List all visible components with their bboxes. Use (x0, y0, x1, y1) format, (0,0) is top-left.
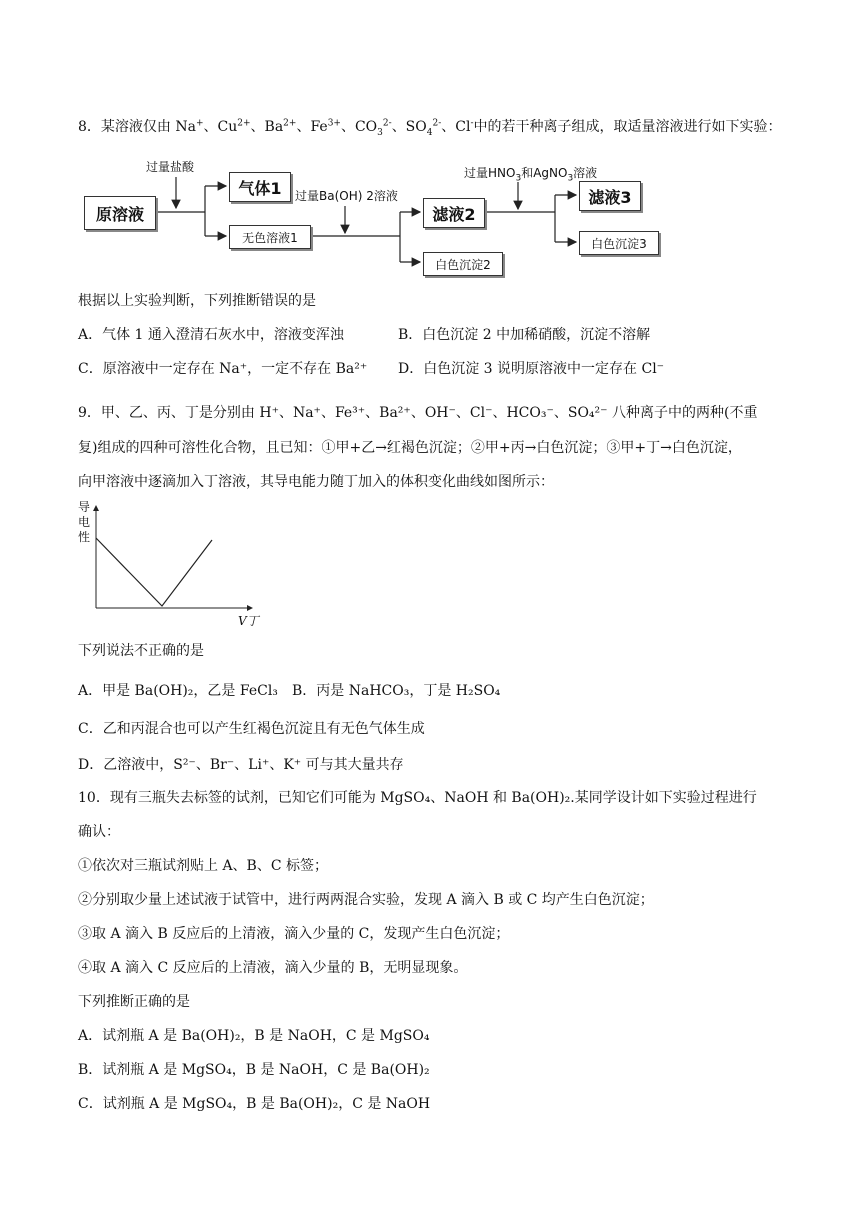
q10-option-b: B．试剂瓶 A 是 MgSO₄，B 是 NaOH，C 是 Ba(OH)₂ (78, 1062, 430, 1078)
q8-option-b: B．白色沉淀 2 中加稀硝酸，沉淀不溶解 (398, 327, 651, 343)
q10-step-3: ③取 A 滴入 B 反应后的上清液，滴入少量的 C，发现产生白色沉淀； (78, 926, 510, 942)
flow-white-precipitate-2: 白色沉淀2 (423, 252, 503, 276)
q10-stem-line-2: 确认： (78, 824, 120, 840)
q9-stem-line-2: 复)组成的四种可溶性化合物，且已知：①甲+乙→红褐色沉淀；②甲+丙→白色沉淀；③甲+丁→白色沉淀， (78, 440, 742, 456)
q9-option-d: D．乙溶液中，S²⁻、Br⁻、Li⁺、K⁺ 可与其大量共存 (78, 757, 404, 773)
q8-prompt: 根据以上实验判断，下列推断错误的是 (78, 293, 316, 309)
graph-y-label: 导电性 (78, 500, 91, 544)
q10-step-1: ①依次对三瓶试剂贴上 A、B、C 标签； (78, 858, 329, 874)
flow-colorless-solution-1: 无色溶液1 (229, 225, 311, 249)
q9-option-b: B．丙是 NaHCO₃，丁是 H₂SO₄ (292, 683, 501, 699)
flow-reagent-3: 过量$HNO_3$和AgNO$_3$溶液 (464, 166, 598, 184)
flow-filtrate-2: 滤液2 (423, 198, 485, 228)
q10-stem-line-1: 10．现有三瓶失去标签的试剂，已知它们可能为 MgSO₄、NaOH 和 Ba(OH)₂.某同学设计如下实验过程进行 (78, 790, 757, 806)
graph-x-label: V丁 (238, 614, 259, 628)
flow-white-precipitate-3: 白色沉淀3 (579, 231, 659, 255)
q9-prompt: 下列说法不正确的是 (78, 643, 204, 659)
q8-option-c: C．原溶液中一定存在 Na⁺，一定不存在 Ba²⁺ (78, 361, 368, 377)
flow-gas-1: 气体1 (229, 172, 291, 202)
q10-option-c: C．试剂瓶 A 是 MgSO₄，B 是 Ba(OH)₂，C 是 NaOH (78, 1096, 431, 1112)
flow-filtrate-3: 滤液3 (579, 181, 641, 211)
conductivity-curve (96, 538, 212, 606)
flow-reagent-1: 过量盐酸 (146, 160, 195, 174)
q8-stem: 8．某溶液仅由 Na+、$Cu^{2+}$、$Ba^{2+}$、$Fe^{3+}$、$CO_3^{2-}$、$SO_4^{2-}$、Cl-中的若干种离子组成，取适量溶液进行如下实验： (78, 118, 782, 138)
q8-option-d: D．白色沉淀 3 说明原溶液中一定存在 Cl⁻ (398, 361, 665, 377)
q10-option-a: A．试剂瓶 A 是 Ba(OH)₂，B 是 NaOH，C 是 MgSO₄ (78, 1028, 430, 1044)
q10-step-4: ④取 A 滴入 C 反应后的上清液，滴入少量的 B，无明显现象。 (78, 960, 468, 976)
q9-option-a: A．甲是 Ba(OH)₂，乙是 FeCl₃ (78, 683, 278, 699)
q9-stem-line-1: 9．甲、乙、丙、丁是分别由 H⁺、Na⁺、Fe³⁺、Ba²⁺、OH⁻、Cl⁻、HCO₃⁻、SO₄²⁻ 八种离子中的两种(不重 (78, 405, 758, 421)
conductivity-graph (70, 500, 270, 630)
q10-step-2: ②分别取少量上述试液于试管中，进行两两混合实验，发现 A 滴入 B 或 C 均产生白色沉淀； (78, 892, 654, 908)
q9-stem-line-3: 向甲溶液中逐滴加入丁溶液，其导电能力随丁加入的体积变化曲线如图所示： (78, 474, 554, 490)
q9-option-c: C．乙和丙混合也可以产生红褐色沉淀且有无色气体生成 (78, 721, 425, 737)
flow-original-solution: 原溶液 (84, 196, 156, 230)
q8-option-a: A．气体 1 通入澄清石灰水中，溶液变浑浊 (78, 327, 344, 343)
flow-reagent-2: 过量Ba(OH) 2溶液 (295, 189, 398, 203)
q10-prompt: 下列推断正确的是 (78, 994, 190, 1010)
